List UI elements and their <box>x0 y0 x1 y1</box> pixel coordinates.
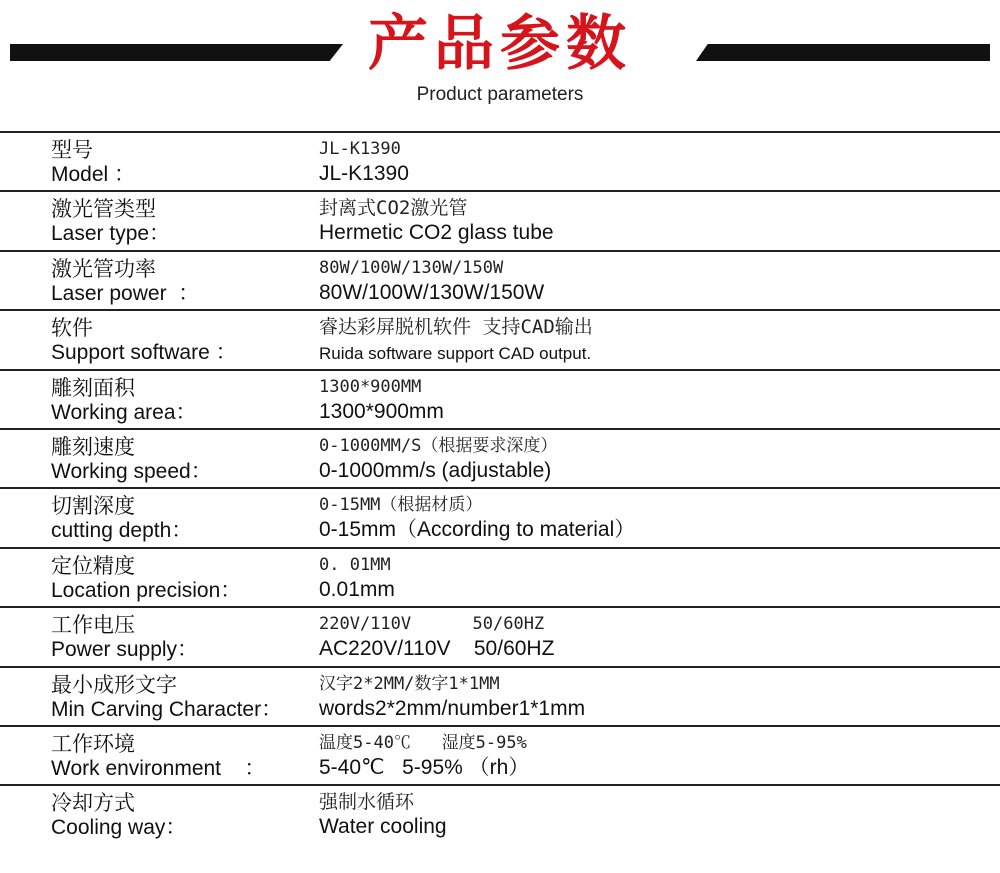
row-label-en: Support software ： <box>51 341 237 365</box>
row-label-en: cutting depth： <box>51 519 193 543</box>
row-value-cn: 0-15MM（根据材质） <box>319 495 483 516</box>
row-value-cn: 1300*900MM <box>319 376 422 397</box>
table-row <box>0 666 1000 725</box>
page-title-cn: 产品参数 <box>368 9 632 79</box>
table-row <box>0 428 1000 487</box>
row-label-en: Working area： <box>51 400 197 424</box>
row-label-en: Model ： <box>51 163 136 186</box>
row-label-en: Laser type： <box>51 222 171 246</box>
row-label-cn: 工作环境 <box>51 731 135 756</box>
row-label-en: Work environment ： <box>51 756 266 780</box>
row-value-en: 0-15mm（According to material） <box>319 518 636 542</box>
row-label-cn: 切割深度 <box>51 494 135 519</box>
row-label-cn: 激光管类型 <box>51 197 156 222</box>
row-label-cn: 软件 <box>51 316 93 341</box>
row-label-cn: 雕刻面积 <box>51 375 135 400</box>
row-label-en: Power supply： <box>51 638 199 662</box>
row-label-cn: 定位精度 <box>51 553 135 578</box>
row-label-en: Cooling way： <box>51 816 187 840</box>
row-value-en: AC220V/110V 50/60HZ <box>319 637 555 661</box>
row-label-cn: 激光管功率 <box>51 256 156 281</box>
row-value-cn: 0-1000MM/S（根据要求深度） <box>319 435 558 456</box>
row-label-cn: 雕刻速度 <box>51 434 135 459</box>
row-value-en: JL-K1390 <box>319 162 409 185</box>
table-row <box>0 725 1000 784</box>
table-row <box>0 547 1000 606</box>
row-value-en: 1300*900mm <box>319 399 444 423</box>
row-label-en: Location precision： <box>51 578 242 602</box>
table-row <box>0 131 1000 190</box>
row-value-en: Water cooling <box>319 815 447 839</box>
page-header <box>0 0 1000 130</box>
table-row <box>0 487 1000 546</box>
row-value-en: 80W/100W/130W/150W <box>319 280 545 304</box>
page-title-en: Product parameters <box>416 84 584 105</box>
row-label-cn: 型号 <box>51 138 93 162</box>
row-value-en: words2*2mm/number1*1mm <box>319 696 586 720</box>
row-value-en: 0.01mm <box>319 577 395 601</box>
table-row <box>0 250 1000 309</box>
row-value-cn: 封离式CO2激光管 <box>319 197 468 220</box>
row-label-cn: 冷却方式 <box>51 791 135 816</box>
row-value-cn: 80W/100W/130W/150W <box>319 257 504 278</box>
row-value-en: Ruida software support CAD output. <box>319 344 592 364</box>
row-value-cn: 强制水循环 <box>319 791 415 814</box>
row-value-en: Hermetic CO2 glass tube <box>319 221 554 245</box>
row-label-cn: 工作电压 <box>51 613 135 638</box>
parameters-table <box>0 131 1000 844</box>
row-value-en: 0-1000mm/s (adjustable) <box>319 458 552 482</box>
table-row <box>0 190 1000 249</box>
table-row <box>0 784 1000 843</box>
row-value-cn: 睿达彩屏脱机软件 支持CAD输出 <box>319 316 593 339</box>
table-row <box>0 369 1000 428</box>
table-row <box>0 606 1000 665</box>
row-label-en: Laser power ： <box>51 281 200 305</box>
row-value-cn: JL-K1390 <box>319 139 401 159</box>
row-value-cn: 温度5-40℃ 湿度5-95% <box>319 732 527 753</box>
table-row <box>0 309 1000 368</box>
row-label-cn: 最小成形文字 <box>51 672 177 697</box>
row-value-en: 5-40℃ 5-95% （rh） <box>319 755 530 779</box>
row-label-en: Working speed： <box>51 459 212 483</box>
row-value-cn: 0. 01MM <box>319 554 391 575</box>
row-label-en: Min Carving Character： <box>51 697 283 721</box>
row-value-cn: 220V/110V 50/60HZ <box>319 614 545 635</box>
row-value-cn: 汉字2*2MM/数字1*1MM <box>319 673 500 694</box>
